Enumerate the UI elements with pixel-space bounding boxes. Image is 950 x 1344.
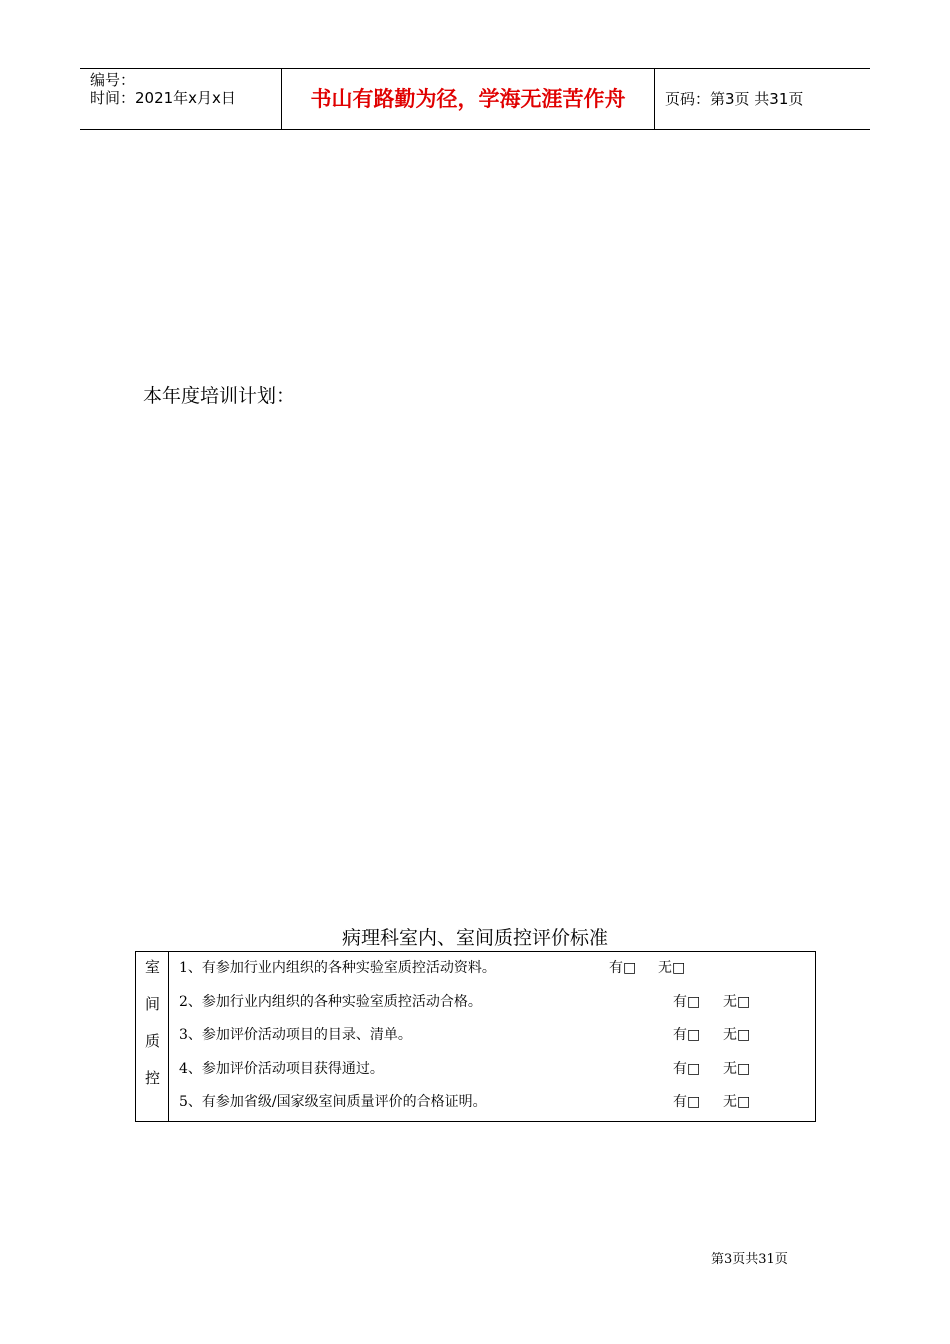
page-header <box>80 68 870 130</box>
table-row: 4、参加评价活动项目获得通过。 <box>179 1061 384 1077</box>
document-number-label: 编号： <box>90 71 136 89</box>
table-title: 病理科室内、室间质控评价标准 <box>341 927 608 949</box>
category-char: 质 <box>144 1032 160 1050</box>
yes-checkbox[interactable]: 有□ <box>673 1027 701 1043</box>
header-meta <box>80 69 282 129</box>
quality-control-table <box>135 951 816 1122</box>
yes-checkbox[interactable]: 有□ <box>673 1061 701 1077</box>
category-char: 室 <box>144 958 160 976</box>
category-char: 间 <box>144 995 160 1013</box>
no-checkbox[interactable]: 无□ <box>723 1027 751 1043</box>
no-checkbox[interactable]: 无□ <box>723 1061 751 1077</box>
document-time-label: 时间：2021年x月x日 <box>90 89 236 107</box>
header-page-info: 页码：第3页 共31页 <box>665 90 804 108</box>
no-checkbox[interactable]: 无□ <box>658 960 686 976</box>
table-row: 1、有参加行业内组织的各种实验室质控活动资料。 <box>179 960 496 976</box>
training-plan-heading: 本年度培训计划： <box>143 385 296 407</box>
category-char: 控 <box>144 1069 160 1087</box>
table-row: 3、参加评价活动项目的目录、清单。 <box>179 1027 412 1043</box>
yes-checkbox[interactable]: 有□ <box>673 994 701 1010</box>
header-motto: 书山有路勤为径，学海无涯苦作舟 <box>282 69 655 129</box>
yes-checkbox[interactable]: 有□ <box>673 1094 701 1110</box>
no-checkbox[interactable]: 无□ <box>723 994 751 1010</box>
table-row: 5、有参加省级/国家级室间质量评价的合格证明。 <box>179 1094 487 1110</box>
category-cell <box>136 952 169 1121</box>
yes-checkbox[interactable]: 有□ <box>609 960 637 976</box>
table-row: 2、参加行业内组织的各种实验室质控活动合格。 <box>179 994 482 1010</box>
page-footer: 第3页共31页 <box>711 1252 788 1267</box>
no-checkbox[interactable]: 无□ <box>723 1094 751 1110</box>
